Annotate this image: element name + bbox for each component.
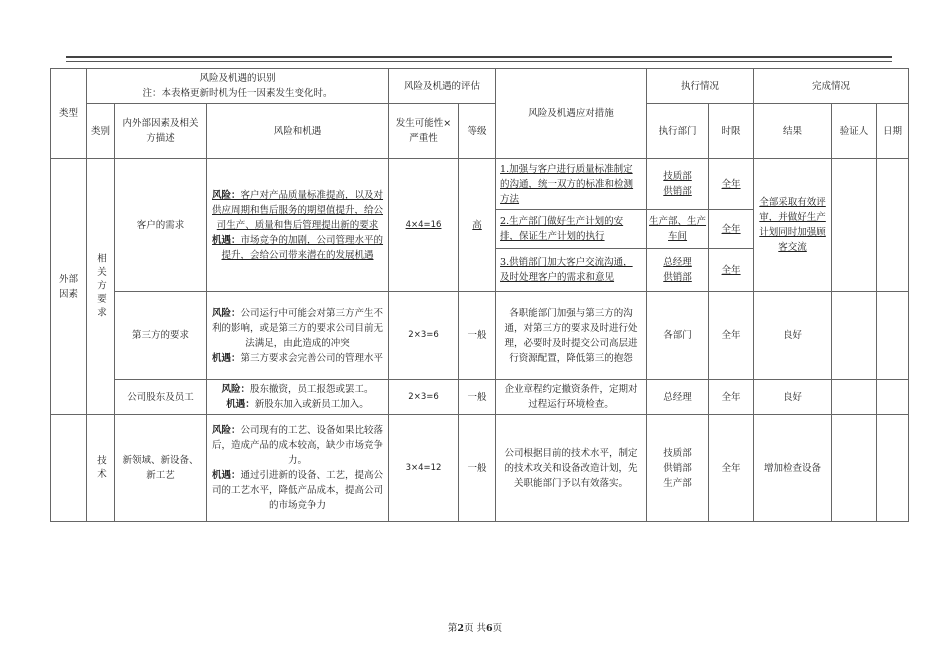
table-row [51,415,909,522]
opp-label: 机遇： [212,234,241,246]
table-row [51,159,909,292]
risk-opportunity-table [50,68,909,522]
header-dept: 执行部门 [647,104,709,159]
score-third: 2×3=6 [389,292,459,380]
header-complete-status: 完成情况 [754,69,909,104]
type-external: 外部因素 [51,159,87,415]
footer-middle: 页 共 [463,623,487,634]
header-result: 结果 [754,104,832,159]
measure-item: 3.供销部门加大客户交流沟通，及时处理客户的需求和意见 [500,257,633,283]
party-tech: 新领域、新设备、新工艺 [115,415,207,522]
header-identify-title: 风险及机遇的识别 [199,73,276,84]
header-likelihood: 发生可能性×严重性 [389,104,459,159]
measure-item: 1.加强与客户进行质量标准制定的沟通，统一双方的标准和检测方法 [496,159,646,210]
opp-label: 机遇： [226,399,255,410]
measure-third: 各职能部门加强与第三方的沟通，对第三方的要求及时进行处理，必要时及时提交公司高层进行资源配置，降低第三的抱怨 [496,292,647,380]
measure-tech: 公司根据目前的技术水平，制定的技术攻关和设备改造计划，先关职能部门予以有效落实。 [496,415,647,522]
date-tech [877,415,909,522]
header-exec-status: 执行情况 [647,69,754,104]
header-identify [87,69,389,104]
date-third [877,292,909,380]
risk-label: 风险： [221,384,251,395]
header-verifier: 验证人 [832,104,877,159]
risk-text: 公司运行中可能会对第三方产生不利的影响，或是第三方的要求公司目前无法满足，由此造成的冲突 [212,307,384,349]
result-tech: 增加检查设备 [754,415,832,522]
result-customer: 全部采取有效评审，并做好生产计划同时加强顾客交流 [754,159,832,292]
opp-label: 机遇： [212,470,241,481]
score-tech: 3×4=12 [389,415,459,522]
measure-shareholders: 企业章程约定撤资条件，定期对过程运行环境检查。 [496,380,647,415]
footer-page-number: 2 [457,623,464,634]
dept-item: 生产部、生产车间 [647,210,708,249]
dept-item: 总经理 供销部 [663,257,692,283]
header-rule-thick [66,56,892,58]
opp-label: 机遇： [212,352,241,364]
header-identify-note: 注：本表格更新时机为任一因素发生变化时。 [142,88,333,99]
verifier-third [832,292,877,380]
grade-tech: 一般 [459,415,496,522]
grade-shareholders: 一般 [459,380,496,415]
score-customer: 4×4=16 [389,159,459,292]
depts-customer [647,159,709,292]
deadline-tech: 全年 [709,415,754,522]
party-shareholders: 公司股东及员工 [115,380,207,415]
header-risk-opp: 风险和机遇 [207,104,389,159]
risk-text: 股东撤资，员工报怨或罢工。 [250,384,374,395]
verifier-customer [832,159,877,292]
date-shareholders [877,380,909,415]
dept-shareholders: 总经理 [647,380,709,415]
table-row [51,292,909,380]
deadline-item: 全年 [709,210,753,249]
deadline-item: 全年 [721,264,741,276]
type-empty [51,415,87,522]
opp-text: 市场竞争的加剧，公司管理水平的提升，会给公司带来潜在的发展机遇 [221,234,384,261]
footer-suffix: 页 [492,623,503,634]
header-rule-thin [66,61,892,62]
result-shareholders: 良好 [754,380,832,415]
dept-item: 技质部 供销部 [647,159,708,210]
risk-opp-tech [207,415,389,522]
result-third: 良好 [754,292,832,380]
deadlines-customer [709,159,754,292]
footer-total-pages: 6 [486,623,493,634]
dept-tech: 技质部 供销部 生产部 [647,415,709,522]
opp-text: 第三方要求会完善公司的管理水平 [240,352,384,364]
measures-customer [496,159,647,292]
header-grade: 等级 [459,104,496,159]
header-party-desc: 内外部因素及相关方描述 [115,104,207,159]
header-evaluate: 风险及机遇的评估 [389,69,496,104]
score-shareholders: 2×3=6 [389,380,459,415]
header-date: 日期 [877,104,909,159]
page-footer [0,620,950,634]
risk-text: 客户对产品质量标准提高，以及对供应周期和售后服务的期望值提升，给公司生产、质量和售后管理提出新的要求 [212,189,384,231]
verifier-shareholders [832,380,877,415]
header-deadline: 时限 [709,104,754,159]
risk-label: 风险： [212,425,241,436]
risk-text: 公司现有的工艺、设备如果比较落后，造成产品的成本较高，缺少市场竞争力。 [212,425,384,466]
category-parties: 相关方要求 [87,159,115,415]
date-customer [877,159,909,292]
opp-text: 通过引进新的设备、工艺，提高公司的工艺水平，降低产品成本，提高公司的市场竞争力 [212,470,384,511]
risk-label: 风险： [212,189,241,201]
risk-label: 风险： [212,307,241,319]
deadline-item: 全年 [709,159,753,210]
deadline-shareholders: 全年 [709,380,754,415]
measure-item: 2.生产部门做好生产计划的安排，保证生产计划的执行 [496,210,646,249]
risk-opp-third [207,292,389,380]
header-measures: 风险及机遇应对措施 [496,69,647,159]
opp-text: 新股东加入或新员工加入。 [254,399,369,410]
category-tech: 技术 [87,415,115,522]
table-row [51,380,909,415]
deadline-third: 全年 [709,292,754,380]
grade-customer: 高 [459,159,496,292]
risk-opp-customer [207,159,389,292]
dept-third: 各部门 [647,292,709,380]
header-type: 类型 [51,69,87,159]
grade-third: 一般 [459,292,496,380]
party-third: 第三方的要求 [115,292,207,380]
risk-opp-shareholders [207,380,389,415]
verifier-tech [832,415,877,522]
header-category: 类别 [87,104,115,159]
footer-prefix: 第 [447,623,458,634]
party-customer: 客户的需求 [115,159,207,292]
